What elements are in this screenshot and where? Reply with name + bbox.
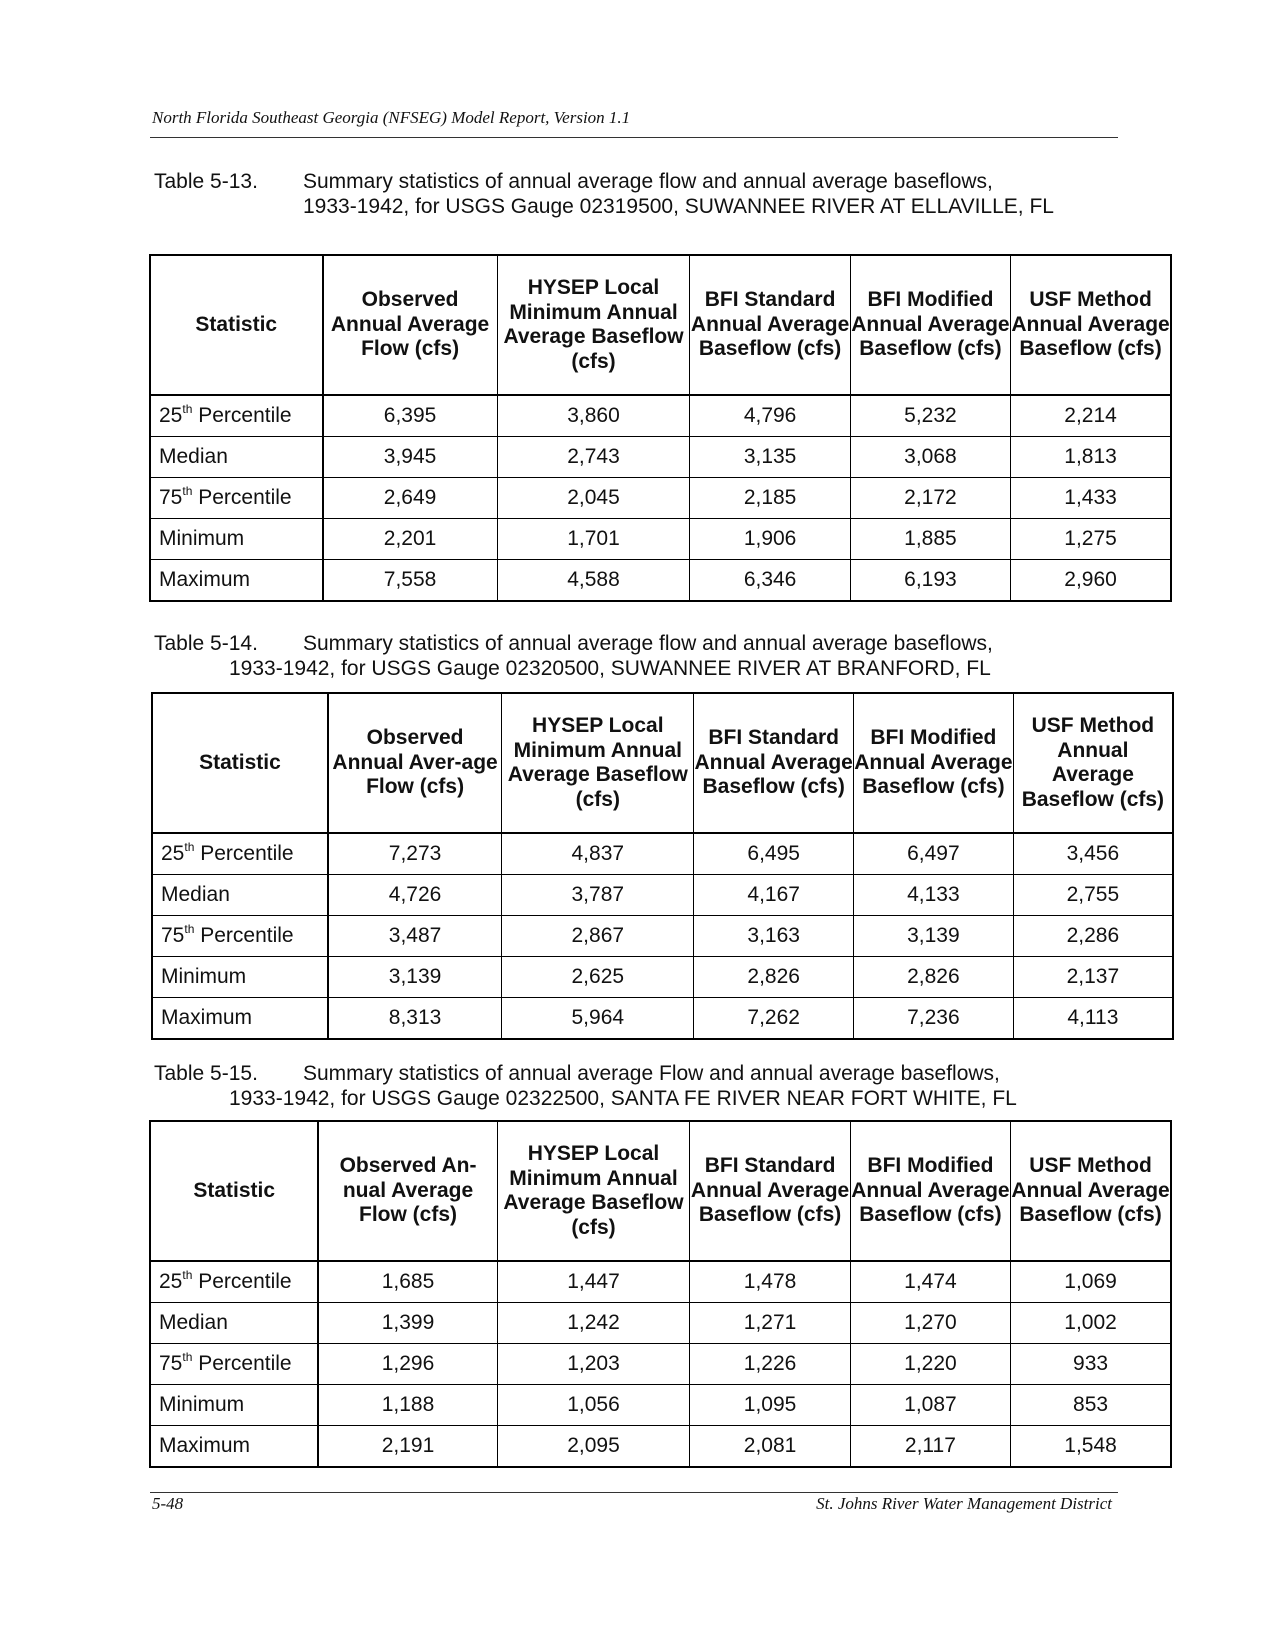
column-header: BFI Modified Annual Average Baseflow (cfs) [850, 1121, 1010, 1261]
table-row [150, 1426, 1171, 1468]
table-cell: 4,837 [502, 833, 694, 875]
table-cell: 4,796 [690, 395, 850, 437]
page-number: 5-48 [152, 1494, 184, 1513]
table-cell: 6,395 [323, 395, 498, 437]
table-cell: 1,226 [690, 1344, 850, 1385]
table-row [150, 437, 1171, 478]
table-cell: 2,755 [1013, 875, 1173, 916]
caption-line: Summary statistics of annual average Flow and annual average baseflows, [303, 1062, 1000, 1085]
table-row [150, 1385, 1171, 1426]
row-label: 75th Percentile [152, 916, 328, 957]
column-header: USF Method Annual Average Baseflow (cfs) [1011, 255, 1171, 395]
table-cell: 4,113 [1013, 998, 1173, 1040]
table-cell: 853 [1011, 1385, 1171, 1426]
table-number: Table 5-13. [154, 170, 258, 193]
table-cell: 2,172 [850, 478, 1010, 519]
table-cell: 2,137 [1013, 957, 1173, 998]
table-cell: 2,649 [323, 478, 498, 519]
row-label: Maximum [150, 560, 323, 602]
row-label: Median [152, 875, 328, 916]
table-cell: 5,964 [502, 998, 694, 1040]
table-cell: 1,069 [1011, 1261, 1171, 1303]
column-header: HYSEP Local Minimum Annual Average Baseflow (cfs) [497, 1121, 690, 1261]
table-row [152, 957, 1173, 998]
table-cell: 1,474 [850, 1261, 1010, 1303]
table-cell: 3,068 [850, 437, 1010, 478]
table-cell: 1,056 [497, 1385, 690, 1426]
table-cell: 1,685 [318, 1261, 497, 1303]
column-header: Statistic [150, 1121, 318, 1261]
caption-line: Summary statistics of annual average flow and annual average baseflows, [303, 170, 993, 193]
table-row [152, 833, 1173, 875]
table-cell: 3,945 [323, 437, 498, 478]
summary-table [149, 1120, 1172, 1468]
table-cell: 7,262 [694, 998, 854, 1040]
table-cell: 1,002 [1011, 1303, 1171, 1344]
table-cell: 7,236 [854, 998, 1014, 1040]
column-header: BFI Standard Annual Average Baseflow (cfs) [694, 693, 854, 833]
row-label: Median [150, 437, 323, 478]
summary-table [151, 692, 1174, 1040]
table-cell: 1,433 [1011, 478, 1171, 519]
table-cell: 933 [1011, 1344, 1171, 1385]
table-cell: 2,117 [850, 1426, 1010, 1468]
table-row [152, 875, 1173, 916]
table-cell: 3,139 [328, 957, 502, 998]
column-header: HYSEP Local Minimum Annual Average Baseflow (cfs) [497, 255, 690, 395]
table-cell: 6,193 [850, 560, 1010, 602]
table-cell: 2,625 [502, 957, 694, 998]
table-cell: 4,133 [854, 875, 1014, 916]
table-cell: 2,214 [1011, 395, 1171, 437]
table-cell: 7,273 [328, 833, 502, 875]
table-cell: 1,242 [497, 1303, 690, 1344]
footer-rule [150, 1492, 1118, 1493]
table-cell: 2,191 [318, 1426, 497, 1468]
column-header: BFI Standard Annual Average Baseflow (cfs) [690, 255, 850, 395]
column-header: USF Method Annual Average Baseflow (cfs) [1011, 1121, 1171, 1261]
row-label: 75th Percentile [150, 478, 323, 519]
caption-continuation: 1933-1942, for USGS Gauge 02322500, SANTA FE RIVER NEAR FORT WHITE, FL [229, 1086, 1017, 1110]
table-row [150, 519, 1171, 560]
table-number: Table 5-15. [154, 1062, 258, 1085]
table-cell: 3,135 [690, 437, 850, 478]
table-cell: 1,087 [850, 1385, 1010, 1426]
table-cell: 2,867 [502, 916, 694, 957]
row-label: Minimum [152, 957, 328, 998]
table-cell: 3,787 [502, 875, 694, 916]
table-cell: 3,163 [694, 916, 854, 957]
table-cell: 2,201 [323, 519, 498, 560]
table-cell: 1,220 [850, 1344, 1010, 1385]
row-label: 75th Percentile [150, 1344, 318, 1385]
table-cell: 2,095 [497, 1426, 690, 1468]
table-cell: 1,701 [497, 519, 690, 560]
table-cell: 2,286 [1013, 916, 1173, 957]
table-cell: 5,232 [850, 395, 1010, 437]
table-cell: 2,185 [690, 478, 850, 519]
table-cell: 2,960 [1011, 560, 1171, 602]
table-cell: 3,487 [328, 916, 502, 957]
table-cell: 2,081 [690, 1426, 850, 1468]
table-cell: 6,497 [854, 833, 1014, 875]
table-cell: 1,885 [850, 519, 1010, 560]
table-cell: 2,743 [497, 437, 690, 478]
table-row [150, 560, 1171, 602]
table-cell: 2,045 [497, 478, 690, 519]
column-header: Observed Annual Average Flow (cfs) [323, 255, 498, 395]
column-header: BFI Standard Annual Average Baseflow (cfs) [690, 1121, 850, 1261]
row-label: Minimum [150, 1385, 318, 1426]
table-cell: 4,167 [694, 875, 854, 916]
table-row [150, 1303, 1171, 1344]
table-cell: 2,826 [854, 957, 1014, 998]
row-label: Maximum [150, 1426, 318, 1468]
caption-line: Summary statistics of annual average flow and annual average baseflows, [303, 632, 993, 655]
table-cell: 4,588 [497, 560, 690, 602]
table-cell: 1,270 [850, 1303, 1010, 1344]
table-cell: 1,275 [1011, 519, 1171, 560]
table-cell: 1,203 [497, 1344, 690, 1385]
row-label: Maximum [152, 998, 328, 1040]
column-header: Statistic [152, 693, 328, 833]
row-label: 25th Percentile [150, 395, 323, 437]
table-cell: 1,271 [690, 1303, 850, 1344]
column-header: Statistic [150, 255, 323, 395]
table-cell: 1,548 [1011, 1426, 1171, 1468]
table-row [150, 1344, 1171, 1385]
table-cell: 1,447 [497, 1261, 690, 1303]
column-header: HYSEP Local Minimum Annual Average Baseflow (cfs) [502, 693, 694, 833]
running-header: North Florida Southeast Georgia (NFSEG) Model Report, Version 1.1 [152, 108, 631, 127]
column-header: USF Method Annual Average Baseflow (cfs) [1013, 693, 1173, 833]
table-header-row [150, 1121, 1171, 1261]
table-cell: 6,346 [690, 560, 850, 602]
table-row [152, 916, 1173, 957]
table-cell: 1,188 [318, 1385, 497, 1426]
table-row [150, 1261, 1171, 1303]
table-header-row [150, 255, 1171, 395]
table-header-row [152, 693, 1173, 833]
table-cell: 8,313 [328, 998, 502, 1040]
table-number: Table 5-14. [154, 632, 258, 655]
footer-organization: St. Johns River Water Management District [816, 1494, 1112, 1513]
caption-continuation: 1933-1942, for USGS Gauge 02319500, SUWANNEE RIVER AT ELLAVILLE, FL [303, 194, 1054, 218]
table-cell: 2,826 [694, 957, 854, 998]
table-row [150, 395, 1171, 437]
table-cell: 1,399 [318, 1303, 497, 1344]
column-header: Observed Annual Aver-age Flow (cfs) [328, 693, 502, 833]
row-label: 25th Percentile [152, 833, 328, 875]
row-label: Median [150, 1303, 318, 1344]
caption-continuation: 1933-1942, for USGS Gauge 02320500, SUWANNEE RIVER AT BRANFORD, FL [229, 656, 991, 680]
table-row [152, 998, 1173, 1040]
column-header: BFI Modified Annual Average Baseflow (cfs) [850, 255, 1010, 395]
table-cell: 7,558 [323, 560, 498, 602]
table-cell: 3,860 [497, 395, 690, 437]
table-cell: 1,296 [318, 1344, 497, 1385]
table-row [150, 478, 1171, 519]
column-header: Observed An-nual Average Flow (cfs) [318, 1121, 497, 1261]
row-label: 25th Percentile [150, 1261, 318, 1303]
table-cell: 4,726 [328, 875, 502, 916]
column-header: BFI Modified Annual Average Baseflow (cfs) [854, 693, 1014, 833]
table-cell: 1,095 [690, 1385, 850, 1426]
table-cell: 1,906 [690, 519, 850, 560]
table-cell: 3,456 [1013, 833, 1173, 875]
header-rule [150, 137, 1118, 138]
table-cell: 1,813 [1011, 437, 1171, 478]
table-cell: 1,478 [690, 1261, 850, 1303]
row-label: Minimum [150, 519, 323, 560]
table-cell: 3,139 [854, 916, 1014, 957]
table-cell: 6,495 [694, 833, 854, 875]
summary-table [149, 254, 1172, 602]
